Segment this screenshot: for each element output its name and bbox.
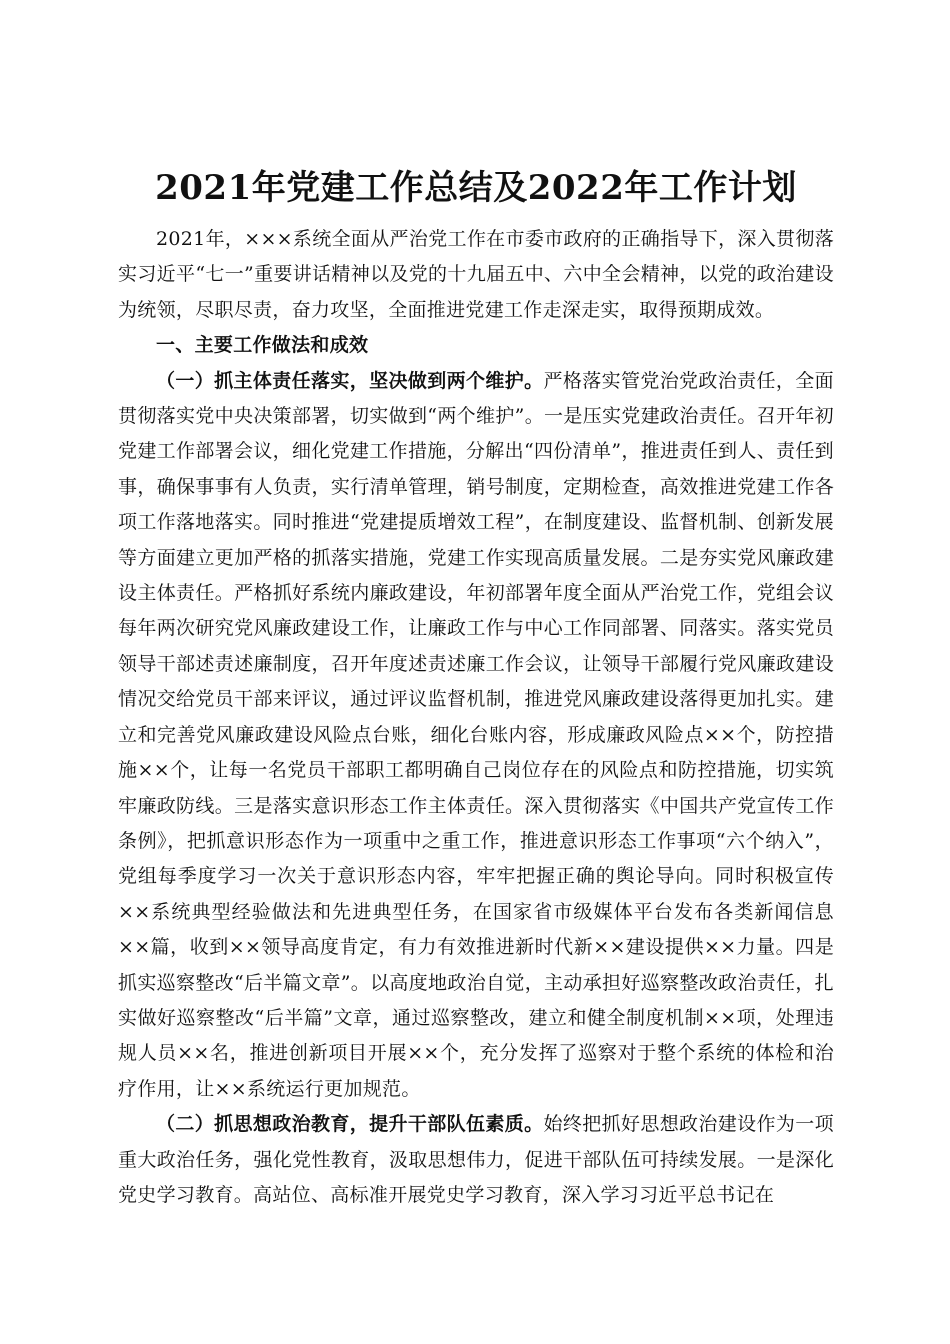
subsection-2-body: 始终把抓好思想政治建设作为一项重大政治任务，强化党性教育，汲取思想伟力，促进干部队伍可持续发展。一是深化党史学习教育。高站位、高标准开展党史学习教育，深入学习习近平总书记在 <box>118 1113 834 1206</box>
subsection-1-lead: （一）抓主体责任落实，坚决做到两个维护。 <box>156 369 544 392</box>
document-page <box>118 160 834 1213</box>
intro-paragraph: 2021年，×××系统全面从严治党工作在市委市政府的正确指导下，深入贯彻落实习近平“七一”重要讲话精神以及党的十九届五中、六中全会精神，以党的政治建设为统领，尽职尽责，奋力攻坚，全面推进党建工作走深走实，取得预期成效。 <box>118 228 834 321</box>
subsection-1-paragraph <box>118 364 834 1108</box>
subsection-1-body: 严格落实管党治党政治责任，全面贯彻落实党中央决策部署，切实做到“两个维护”。一是压实党建政治责任。召开年初党建工作部署会议，细化党建工作措施，分解出“四份清单”，推进责任到人、责任到事，确保事事有人负责，实行清单管理，销号制度，定期检查，高效推进党建工作各项工作落地落实。同时推进“党建提质增效工程”，在制度建设、监督机制、创新发展等方面建立更加严格的抓落实措施，党建工作实现高质量发展。二是夯实党风廉政建设主体责任。严格抓好系统内廉政建设，年初部署年度全面从严治党工作，党组会议每年两次研究党风廉政建设工作，让廉政工作与中心工作同部署、同落实。落实党员领导干部述责述廉制度，召开年度述责述廉工作会议，让领导干部履行党风廉政建设情况交给党员干部来评议，通过评议监督机制，推进党风廉政建设落得更加扎实。建立和完善党风廉政建设风险点台账，细化台账内容，形成廉政风险点××个，防控措施××个，让每一名党员干部职工都明确自己岗位存在的风险点和防控措施，切实筑牢廉政防线。三是落实意识形态工作主体责任。深入贯彻落实《中国共产党宣传工作条例》，把抓意识形态作为一项重中之重工作，推进意识形态工作事项“六个纳入”，党组每季度学习一次关于意识形态内容，牢牢把握正确的舆论导向。同时积极宣传××系统典型经验做法和先进典型任务，在国家省市级媒体平台发布各类新闻信息××篇，收到××领导高度肯定，有力有效推进新时代新××建设提供××力量。四是抓实巡察整改“后半篇文章”。以高度地政治自觉，主动承担好巡察整改政治责任，扎实做好巡察整改“后半篇”文章，通过巡察整改，建立和健全制度机制××项，处理违规人员××名，推进创新项目开展××个，充分发挥了巡察对于整个系统的体检和治疗作用，让××系统运行更加规范。 <box>118 369 834 1100</box>
section-heading-main-work: 一、主要工作做法和成效 <box>156 334 369 357</box>
document-title: 2021年党建工作总结及2022年工作计划 <box>155 168 797 208</box>
subsection-2-lead: （二）抓思想政治教育，提升干部队伍素质。 <box>156 1113 544 1136</box>
subsection-2-paragraph <box>118 1107 834 1213</box>
